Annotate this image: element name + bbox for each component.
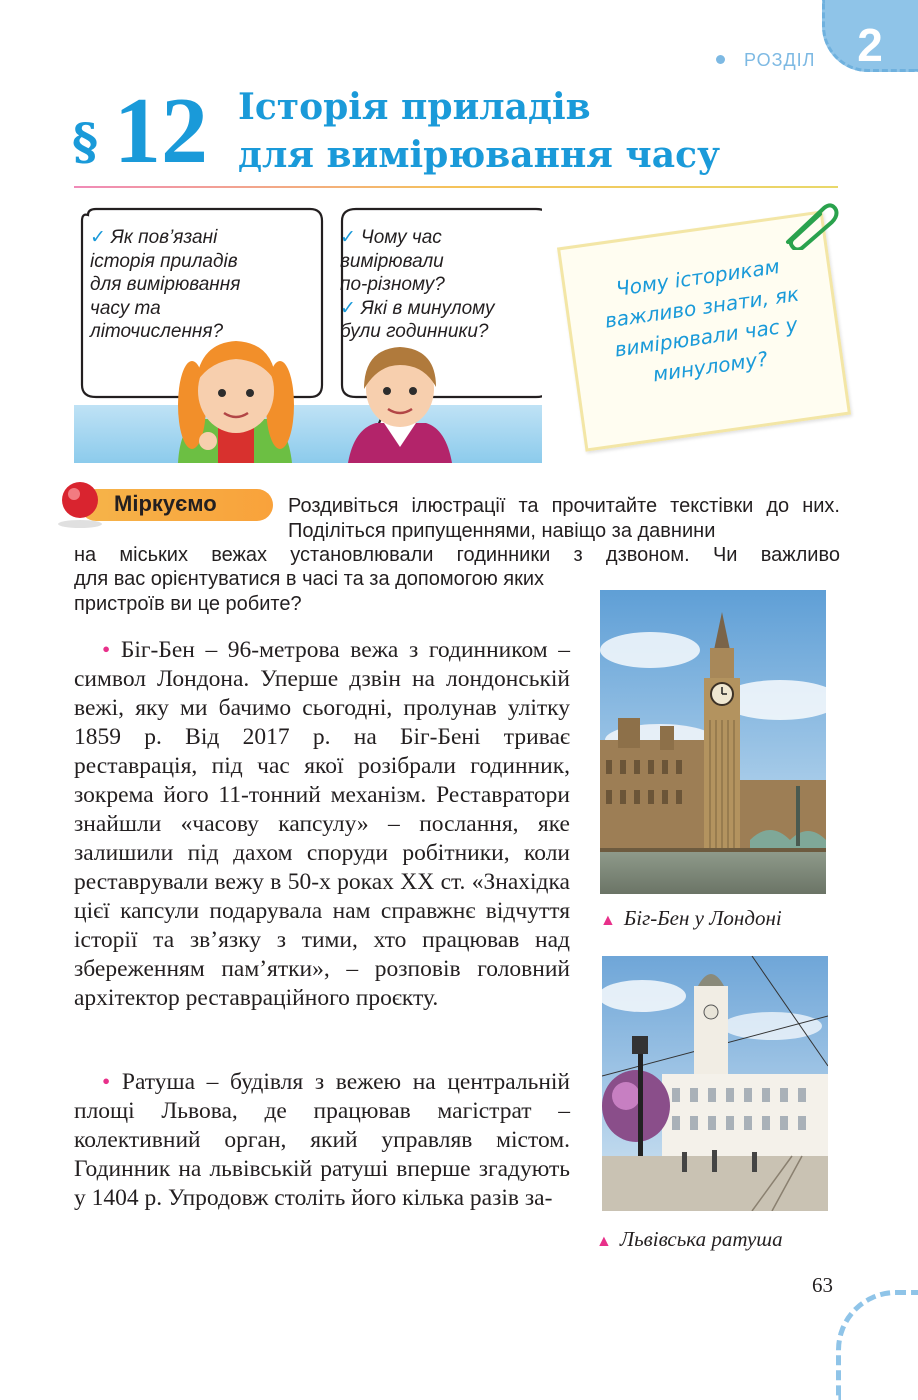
girl-bubble-text: ✓ Як пов’язані історія приладів для вимірювання часу та літочислення?	[90, 227, 241, 342]
section-dot-icon	[716, 55, 725, 64]
triangle-icon: ▲	[600, 912, 616, 929]
corner-decoration	[836, 1290, 918, 1400]
thinking-text-2: на міських вежах установлювали годинники з дзвоном. Чи важливо	[74, 544, 840, 566]
paperclip-icon	[780, 200, 840, 250]
thinking-text-3: для вас орієнтуватися в часі та за допомогою яких пристроїв ви це робите?	[74, 568, 545, 615]
paragraph-mark: §	[72, 112, 99, 171]
thinking-label: Міркуємо	[114, 491, 217, 516]
title-divider	[74, 186, 838, 188]
question-note-text: Чому історикам важливо знати, як вимірювали час у минулому?	[603, 254, 801, 387]
paragraph-bigben: • Біг-Бен – 96-метрова вежа з годинником – символ Лондона. Уперше дзвін на лондонській вежі, яку ми бачимо сьогодні, пролунав улітку 1859 р. Від 2017 р. на Біг-Бені триває реставрація, під час якої розібрали годинник, зокрема його 11-тонний механізм. Реставратори знайшли «часову капсулу» – послання, яке залишили під дахом споруди робітники, коли реставрували вежу в 50-х роках XX ст. «Знахідка цієї капсули подарувала нам справжнє відчуття історії та зв’язку з тими, хто працював над збереженням пам’ятки», – розповів головний архітектор реставраційного проєкту.	[74, 637, 570, 1011]
thinking-text-1: Роздивіться ілюстрації та прочитайте текстівки до них. Поділіться припущеннями, навіщо за давнини	[288, 495, 840, 542]
bigben-photo	[600, 590, 826, 894]
section-number: 2	[857, 19, 883, 71]
caption-bigben: ▲ Біг-Бен у Лондоні	[600, 906, 782, 930]
paragraph-ratusha: • Ратуша – будівля з вежею на центральній площі Львова, де працював магістрат – колективний орган, який управляв містом. Годинник на львівській ратуші вперше згадують у 1404 р. Упродовж століть його кілька разів за-	[74, 1069, 571, 1211]
bullet-icon: •	[102, 1069, 111, 1095]
pushpin-icon	[52, 478, 112, 530]
page-number: 63	[812, 1273, 833, 1297]
bullet-icon: •	[102, 637, 111, 663]
section-label: РОЗДІЛ	[744, 50, 816, 70]
paragraph-number: 12	[114, 79, 208, 183]
page-title-line-2: для вимірювання часу	[238, 134, 721, 176]
lviv-town-hall-photo	[602, 956, 828, 1211]
caption-lviv: ▲ Львівська ратуша	[596, 1227, 783, 1251]
triangle-icon: ▲	[596, 1233, 612, 1250]
boy-bubble-text: ✓ Чому час вимірювали по-різному? ✓ Які в минулому були годинники?	[340, 227, 495, 342]
page-title-line-1: Історія приладів	[238, 86, 591, 128]
